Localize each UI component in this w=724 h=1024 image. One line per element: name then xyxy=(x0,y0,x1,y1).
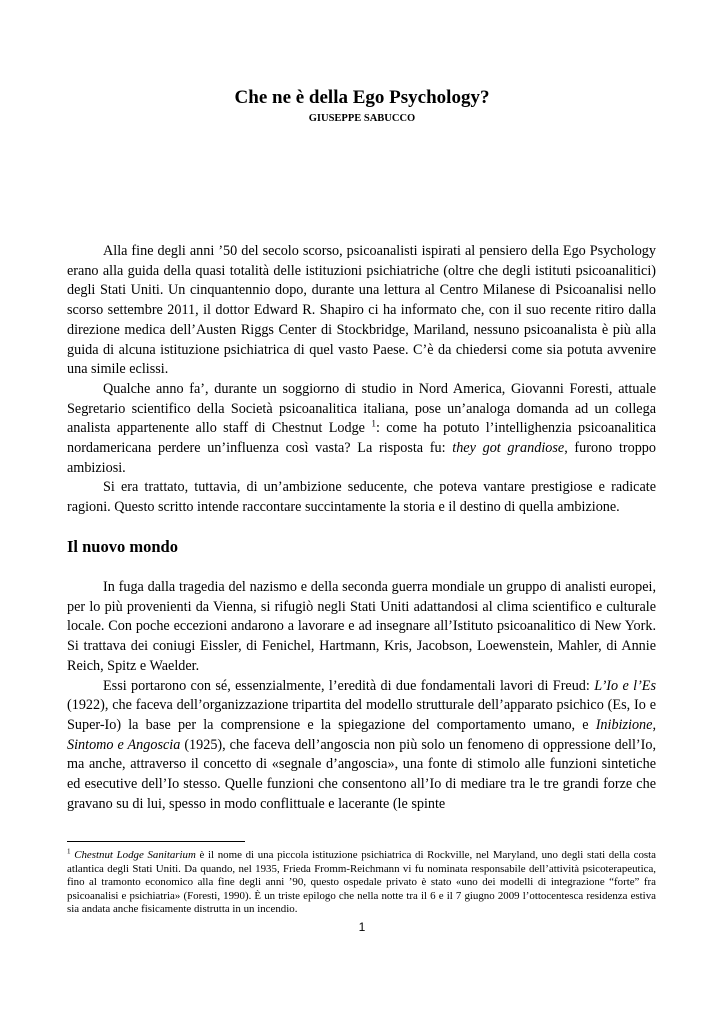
paragraph-text: In fuga dalla tragedia del nazismo e della seconda guerra mondiale un gruppo di analisti europei, per lo più provenienti da Vienna, si rifugiò negli Stati Uniti adattandosi al clima scientifico e culturale locale. Con poche eccezioni andarono a lavorare e ad insegnare all’Istituto psicoanalitico di New York. Si trattava dei coniugi Eissler, di Fenichel, Hartmann, Kris, Jacobson, Loewenstein, Mahler, di Annie Reich, Spitz e Waelder. xyxy=(67,579,656,674)
document-title: Che ne è della Ego Psychology? xyxy=(234,87,490,108)
paragraph-text: Si era trattato, tuttavia, di un’ambizione seducente, che poteva vantare prestigiose e radicate ragioni. Questo scritto intende raccontare succintamente la storia e il destino di quella ambizione. xyxy=(67,479,656,516)
footnote-marker: 1 xyxy=(67,847,71,856)
paragraph-text: (1922), che faceva dell’organizzazione tripartita del modello strutturale dell’apparato psichico (Es, Io e Super-Io) la base per la comprensione e la spiegazione del comportamento umano, e xyxy=(67,697,656,733)
paragraph xyxy=(67,478,656,517)
intro-section xyxy=(67,242,656,518)
section-body xyxy=(67,578,656,814)
footnote-ref[interactable]: 1 xyxy=(371,418,376,429)
paragraph-text: Qualche anno fa’, durante un soggiorno di studio in Nord America, Giovanni Foresti, attuale Segretario scientifico della Società psicoanalitica italiana, pose un’analoga domanda ad un collega analista appartenente allo staff di Chestnut Lodge xyxy=(67,380,656,437)
italic-title: L’Io e l’Es xyxy=(594,677,656,694)
paragraph-text: : come ha potuto l’intellighenzia psicoanalitica nordamericana perdere un’influenza così vasta? La risposta fu: xyxy=(67,420,656,457)
page-number: 1 xyxy=(358,920,366,934)
paragraph-text: , furono troppo ambiziosi. xyxy=(67,440,656,476)
paragraph xyxy=(67,677,656,815)
paragraph-text: Essi portarono con sé, essenzialmente, l’eredità di due fondamentali lavori di Freud: xyxy=(103,677,595,694)
italic-quote: they got grandiose xyxy=(452,440,565,457)
paragraph xyxy=(67,242,656,380)
italic-title: Inibizione, Sintomo e Angoscia xyxy=(67,716,656,753)
footnote xyxy=(67,849,656,917)
footnote-italic: Chestnut Lodge Sanitarium xyxy=(74,849,196,861)
paragraph xyxy=(67,578,656,677)
footnote-divider xyxy=(67,841,245,842)
paragraph-text: (1925), che faceva dell’angoscia non più solo un fenomeno di oppressione dell’Io, ma anche, attraverso il concetto di «segnale d’angoscia», una fonte di stimolo alle funzioni sintetiche ed esecutive dell’Io stesso. Quelle funzioni che consentono all’Io di mediare tra le tre grandi forze che gravano su di lui, spesso in modo conflittuale e lacerante (le spinte xyxy=(67,736,656,812)
paragraph xyxy=(67,380,656,479)
paragraph-text: Alla fine degli anni ’50 del secolo scorso, psicoanalisti ispirati al pensiero della Ego Psychology erano alla guida della quasi totalità delle istituzioni psichiatriche (oltre che degli istituti psicoanalitici) degli Stati Uniti. Un cinquantennio dopo, durante una lettura al Centro Milanese di Psicoanalisi nello scorso settembre 2011, il dottor Edward R. Shapiro ci ha informato che, con il suo recente ritiro dalla direzione medica dell’Austen Riggs Center di Stockbridge, Mariland, nessuno psicoanalista è più alla guida di alcuna istituzione psichiatrica di quel vasto Paese. C’è da chiedersi come sia potuta avvenire una simile eclissi. xyxy=(67,243,656,378)
document-author: GIUSEPPE SABUCCO xyxy=(308,113,416,124)
section-heading: Il nuovo mondo xyxy=(67,537,178,556)
footnote-text: è il nome di una piccola istituzione psichiatrica di Rockville, nel Maryland, uno degli stati della costa atlantica degli Stati Uniti. Da quando, nel 1935, Frieda Fromm-Reichmann vi fu nominata responsabile dell’attività psicoterapeutica, fino al tramonto economico alla fine degli anni ’90, questo ospedale privato è stato «uno dei modelli di integrazione “forte” fra psicoanalisi e psichiatria» (Foresti, 1990). È un triste epilogo che nella notte tra il 6 e il 7 giugno 2009 l’ottocentesca residenza estiva sia andata anche fisicamente distrutta in un incendio. xyxy=(67,849,656,916)
